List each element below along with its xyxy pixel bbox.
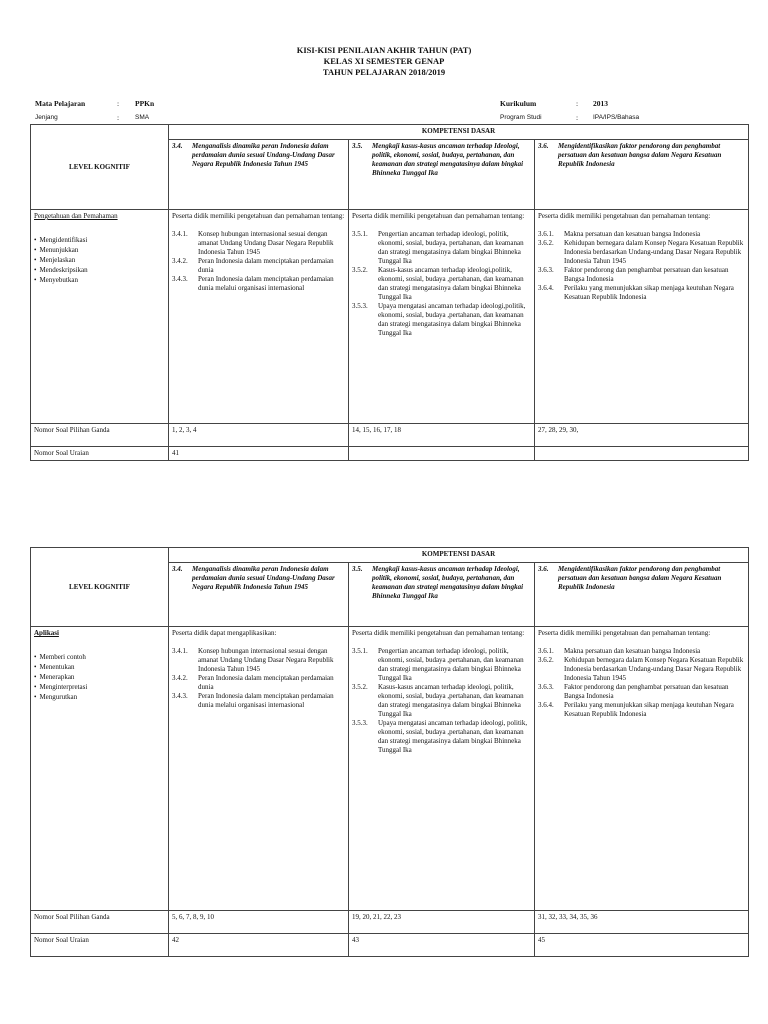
uraian-numbers-3-5: 43 [349, 934, 535, 957]
verb-item: • Menyebutkan [34, 275, 165, 285]
indicator-number: 3.6.1. [538, 230, 554, 238]
prodi-value: IPA/IPS/Bahasa [593, 114, 640, 121]
kompetensi-dasar-header: KOMPETENSI DASAR [169, 125, 749, 140]
indicator-intro: Peserta didik memiliki pengetahuan dan pemahaman tentang: [352, 212, 525, 220]
kd-number: 3.5. [352, 142, 363, 150]
kurikulum-value: 2013 [593, 99, 608, 108]
indicator-text: Kehidupan bernegara dalam Konsep Negara Kesatuan Republik Indonesia berdasarkan Undang-undang Dasar Negara Republik Indonesia Tahun 1945 [564, 239, 744, 265]
uraian-numbers-3-5 [349, 447, 535, 461]
indicator-text: Peran Indonesia dalam menciptakan perdamaian dunia [198, 674, 334, 691]
kd-text: Mengkaji kasus-kasus ancaman terhadap Ideologi, politik, ekonomi, sosial, budaya, pertahanan, dan keamanan dan strategi mengatasinya dalam bingkai Bhinneka Tunggal Ika [372, 142, 524, 177]
verb-item: • Menunjukkan [34, 245, 165, 255]
indicator-number: 3.4.3. [172, 692, 188, 700]
indicator-number: 3.5.2. [352, 266, 368, 274]
kd-text: Mengkaji kasus-kasus ancaman terhadap Ideologi, politik, ekonomi, sosial, budaya, pertahanan, dan keamanan dan strategi mengatasinya dalam bingkai Bhinneka Tunggal Ika [372, 565, 524, 600]
indicator-text: Kasus-kasus ancaman terhadap ideologi,politik, ekonomi, sosial, budaya ,pertahanan, dan keamanan dan strategi mengatasinya dalam bingkai Bhinneka Tunggal Ika [378, 266, 524, 301]
indicator-number: 3.6.4. [538, 701, 554, 709]
indicator-text: Pengertian ancaman terhadap ideologi, politik, ekonomi, sosial, budaya, pertahanan, dan keamanan dan strategi mengatasinya dalam bingkai Bhinneka Tunggal Ika [378, 230, 524, 265]
kd-number: 3.6. [538, 565, 549, 573]
verb-item: • Memberi contoh [34, 652, 165, 662]
indicator-text: Konsep hubungan internasional sesuai dengan amanat Undang Undang Dasar Negara Republik Indonesia Tahun 1945 [198, 647, 334, 673]
prodi-colon: : [576, 113, 579, 122]
indicator-text: Peran Indonesia dalam menciptakan perdamaian dunia [198, 257, 334, 274]
doc-title-line-1: KISI-KISI PENILAIAN AKHIR TAHUN (PAT) [296, 45, 472, 55]
verb-list [34, 235, 165, 285]
indicator-cell-3-6 [535, 210, 749, 424]
kd-3-4 [169, 140, 349, 210]
verb-item: • Menginterpretasi [34, 682, 165, 692]
indicator-text: Makna persatuan dan kesatuan bangsa Indonesia [564, 230, 701, 238]
jenjang-label: Jenjang [35, 114, 58, 121]
indicator-cell-3-5 [349, 210, 535, 424]
indicator-number: 3.6.3. [538, 683, 554, 691]
kd-number: 3.4. [172, 142, 183, 150]
pg-numbers-3-4: 1, 2, 3, 4 [169, 424, 349, 447]
kisi-table-aplikasi [30, 547, 749, 957]
indicator-text: Perilaku yang menunjukkan sikap menjaga keutuhan Negara Kesatuan Republik Indonesia [564, 701, 734, 718]
kd-number: 3.5. [352, 565, 363, 573]
pg-label: Nomor Soal Pilihan Ganda [31, 424, 169, 447]
indicator-text: Makna persatuan dan kesatuan bangsa Indonesia [564, 647, 701, 655]
kd-3-6 [535, 563, 749, 627]
kurikulum-colon: : [576, 99, 579, 108]
indicator-number: 3.6.3. [538, 266, 554, 274]
indicator-text: Upaya mengatasi ancaman terhadap ideologi,politik, ekonomi, sosial, budaya ,pertahanan, dan keamanan dan strategi mengatasinya dalam bingkai Bhinneka Tunggal Ika [378, 302, 526, 337]
indicator-number: 3.4.2. [172, 674, 188, 682]
indicator-intro: Peserta didik memiliki pengetahuan dan pemahaman tentang: [172, 212, 345, 220]
kd-text: Mengidentifikasikan faktor pendorong dan penghambat persatuan dan kesatuan bangsa dalam Negara Kesatuan Republik Indonesia [558, 142, 722, 168]
uraian-label: Nomor Soal Uraian [31, 447, 169, 461]
indicator-number: 3.4.3. [172, 275, 188, 283]
kd-number: 3.4. [172, 565, 183, 573]
level-cell [31, 627, 169, 911]
verb-item: • Menjelaskan [34, 255, 165, 265]
kd-text: Menganalisis dinamika peran Indonesia dalam perdamaian dunia sesuai Undang-Undang Dasar Negara Republik Indonesia Tahun 1945 [192, 142, 335, 168]
indicator-number: 3.5.1. [352, 230, 368, 238]
indicator-cell-3-6 [535, 627, 749, 911]
verb-item: • Menerapkan [34, 672, 165, 682]
indicator-number: 3.4.1. [172, 230, 188, 238]
indicator-text: Faktor pendorong dan penghambat persatuan dan kesatuan Bangsa Indonesia [564, 266, 729, 283]
level-category: Pengetahuan dan Pemahaman [34, 212, 118, 220]
indicator-number: 3.5.2. [352, 683, 368, 691]
indicator-number: 3.4.2. [172, 257, 188, 265]
indicator-cell-3-4 [169, 627, 349, 911]
indicator-number: 3.6.1. [538, 647, 554, 655]
pg-numbers-3-6: 27, 28, 29, 30, [535, 424, 749, 447]
indicator-number: 3.6.4. [538, 284, 554, 292]
mapel-colon: : [117, 99, 120, 108]
indicator-number: 3.4.1. [172, 647, 188, 655]
indicator-text: Faktor pendorong dan penghambat persatuan dan kesatuan Bangsa Indonesia [564, 683, 729, 700]
verb-item: • Mengidentifikasi [34, 235, 165, 245]
mapel-label: Mata Pelajaran [35, 99, 86, 108]
level-kognitif-header: LEVEL KOGNITIF [31, 548, 169, 627]
uraian-label: Nomor Soal Uraian [31, 934, 169, 957]
pg-numbers-3-4: 5, 6, 7, 8, 9, 10 [169, 911, 349, 934]
verb-item: • Mendeskripsikan [34, 265, 165, 275]
uraian-numbers-3-4: 42 [169, 934, 349, 957]
indicator-number: 3.5.3. [352, 302, 368, 310]
indicator-text: Kasus-kasus ancaman terhadap ideologi, politik, ekonomi, sosial, budaya ,pertahanan, dan keamanan dan strategi mengatasinya dalam bingkai Bhinneka Tunggal Ika [378, 683, 524, 718]
kurikulum-label: Kurikulum [500, 99, 537, 108]
indicator-intro: Peserta didik memiliki pengetahuan dan pemahaman tentang: [538, 629, 711, 637]
indicator-text: Kehidupan bernegara dalam Konsep Negara Kesatuan Republik Indonesia berdasarkan Undang-undang Dasar Negara Republik Indonesia Tahun 1945 [564, 656, 744, 682]
jenjang-value: SMA [135, 114, 150, 121]
kd-3-5 [349, 140, 535, 210]
verb-item: • Mengurutkan [34, 692, 165, 702]
prodi-label: Program Studi [500, 114, 542, 121]
indicator-text: Upaya mengatasi ancaman terhadap ideologi, politik, ekonomi, sosial, budaya ,pertahanan, dan keamanan dan strategi mengatasinya dalam bingkai Bhinneka Tunggal Ika [378, 719, 528, 754]
indicator-text: Peran Indonesia dalam menciptakan perdamaian dunia melalui organisasi internasional [198, 275, 334, 292]
indicator-text: Konsep hubungan internasional sesuai dengan amanat Undang Undang Dasar Negara Republik Indonesia Tahun 1945 [198, 230, 334, 256]
indicator-intro: Peserta didik memiliki pengetahuan dan pemahaman tentang: [352, 629, 525, 637]
indicator-intro: Peserta didik dapat mengaplikasikan: [172, 629, 277, 637]
indicator-cell-3-5 [349, 627, 535, 911]
pg-numbers-3-6: 31, 32, 33, 34, 35, 36 [535, 911, 749, 934]
kd-number: 3.6. [538, 142, 549, 150]
indicator-text: Pengertian ancaman terhadap ideologi, politik, ekonomi, sosial, budaya ,pertahanan, dan keamanan dan strategi mengatasinya dalam bingkai Bhinneka Tunggal Ika [378, 647, 524, 682]
uraian-numbers-3-6: 45 [535, 934, 749, 957]
doc-title-line-2: KELAS XI SEMESTER GENAP [323, 56, 445, 66]
kompetensi-dasar-header: KOMPETENSI DASAR [169, 548, 749, 563]
level-kognitif-header: LEVEL KOGNITIF [31, 125, 169, 210]
doc-title-line-3: TAHUN PELAJARAN 2018/2019 [322, 67, 446, 77]
kd-3-5 [349, 563, 535, 627]
kd-3-6 [535, 140, 749, 210]
indicator-cell-3-4 [169, 210, 349, 424]
mapel-value: PPKn [135, 99, 155, 108]
level-cell [31, 210, 169, 424]
level-category: Aplikasi [34, 629, 59, 637]
pg-numbers-3-5: 19, 20, 21, 22, 23 [349, 911, 535, 934]
uraian-numbers-3-6 [535, 447, 749, 461]
kisi-table-pengetahuan [30, 124, 749, 461]
verb-item: • Menentukan [34, 662, 165, 672]
indicator-text: Perilaku yang menunjukkan sikap menjaga keutuhan Negara Kesatuan Republik Indonesia [564, 284, 734, 301]
indicator-number: 3.5.3. [352, 719, 368, 727]
jenjang-colon: : [117, 113, 120, 122]
verb-list [34, 652, 165, 702]
indicator-text: Peran Indonesia dalam menciptakan perdamaian dunia melalui organisasi internasional [198, 692, 334, 709]
indicator-number: 3.5.1. [352, 647, 368, 655]
kd-text: Mengidentifikasikan faktor pendorong dan penghambat persatuan dan kesatuan bangsa dalam Negara Kesatuan Republik Indonesia [558, 565, 722, 591]
kd-3-4 [169, 563, 349, 627]
pg-label: Nomor Soal Pilihan Ganda [31, 911, 169, 934]
indicator-intro: Peserta didik memiliki pengetahuan dan pemahaman tentang: [538, 212, 711, 220]
pg-numbers-3-5: 14, 15, 16, 17, 18 [349, 424, 535, 447]
indicator-number: 3.6.2. [538, 656, 554, 664]
indicator-number: 3.6.2. [538, 239, 554, 247]
uraian-numbers-3-4: 41 [169, 447, 349, 461]
kd-text: Menganalisis dinamika peran Indonesia dalam perdamaian dunia sesuai Undang-Undang Dasar Negara Republik Indonesia Tahun 1945 [192, 565, 335, 591]
